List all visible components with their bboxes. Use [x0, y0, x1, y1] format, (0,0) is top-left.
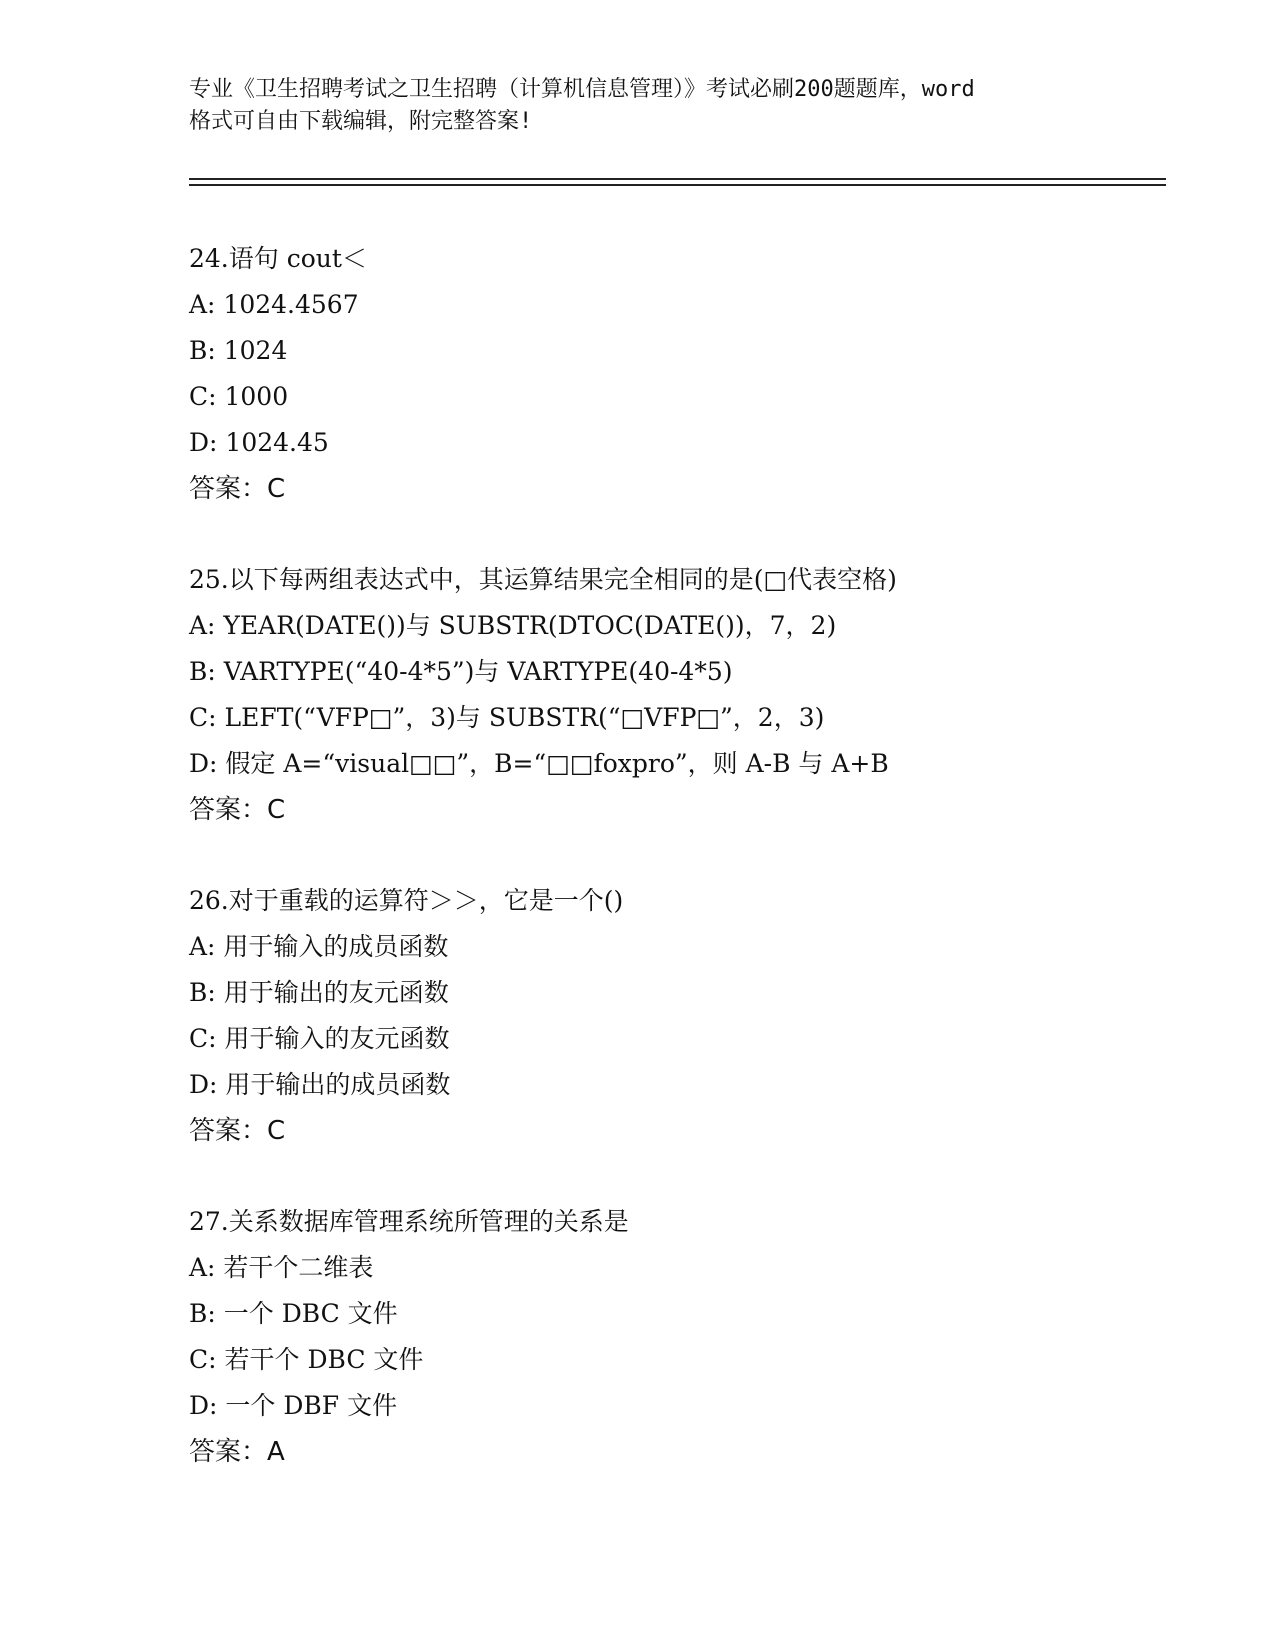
question-stem: 24.语句 cout＜ — [189, 244, 367, 273]
question-27 — [189, 1199, 1169, 1475]
option-c: C: 用于输入的友元函数 — [189, 1024, 450, 1053]
question-25 — [189, 557, 1169, 833]
header-divider-top — [189, 178, 1166, 180]
option-b: B: 用于输出的友元函数 — [189, 978, 449, 1007]
option-a: A: 用于输入的成员函数 — [189, 932, 449, 961]
option-c: C: LEFT(“VFP□”，3)与 SUBSTR(“□VFP□”，2，3) — [189, 703, 825, 732]
question-24 — [189, 236, 1169, 512]
option-d: D: 1024.45 — [189, 428, 329, 457]
answer-line: 答案：C — [189, 1116, 286, 1146]
option-a: A: 1024.4567 — [189, 290, 359, 319]
answer-line: 答案：A — [189, 1437, 285, 1467]
option-a: A: YEAR(DATE())与 SUBSTR(DTOC(DATE())，7，2) — [189, 611, 837, 640]
header-divider-bottom — [189, 184, 1166, 186]
header-line-2: 格式可自由下载编辑，附完整答案! — [189, 109, 533, 134]
option-d: D: 假定 A=“visual□□”，B=“□□foxpro”，则 A-B 与 A+B — [189, 749, 889, 778]
answer-line: 答案：C — [189, 795, 286, 825]
question-26 — [189, 878, 1169, 1154]
question-stem: 25.以下每两组表达式中，其运算结果完全相同的是(□代表空格) — [189, 565, 897, 594]
option-c: C: 若干个 DBC 文件 — [189, 1345, 424, 1374]
option-b: B: 一个 DBC 文件 — [189, 1299, 398, 1328]
header-line-1: 专业《卫生招聘考试之卫生招聘（计算机信息管理）》考试必刷200题题库，word — [189, 77, 975, 102]
option-b: B: VARTYPE(“40-4*5”)与 VARTYPE(40-4*5) — [189, 657, 733, 686]
option-d: D: 一个 DBF 文件 — [189, 1391, 398, 1420]
answer-line: 答案：C — [189, 474, 286, 504]
option-c: C: 1000 — [189, 382, 289, 411]
option-b: B: 1024 — [189, 336, 288, 365]
question-stem: 26.对于重载的运算符＞＞，它是一个() — [189, 886, 624, 915]
option-d: D: 用于输出的成员函数 — [189, 1070, 451, 1099]
option-a: A: 若干个二维表 — [189, 1253, 374, 1282]
question-stem: 27.关系数据库管理系统所管理的关系是 — [189, 1207, 629, 1236]
document-header — [189, 74, 1089, 138]
